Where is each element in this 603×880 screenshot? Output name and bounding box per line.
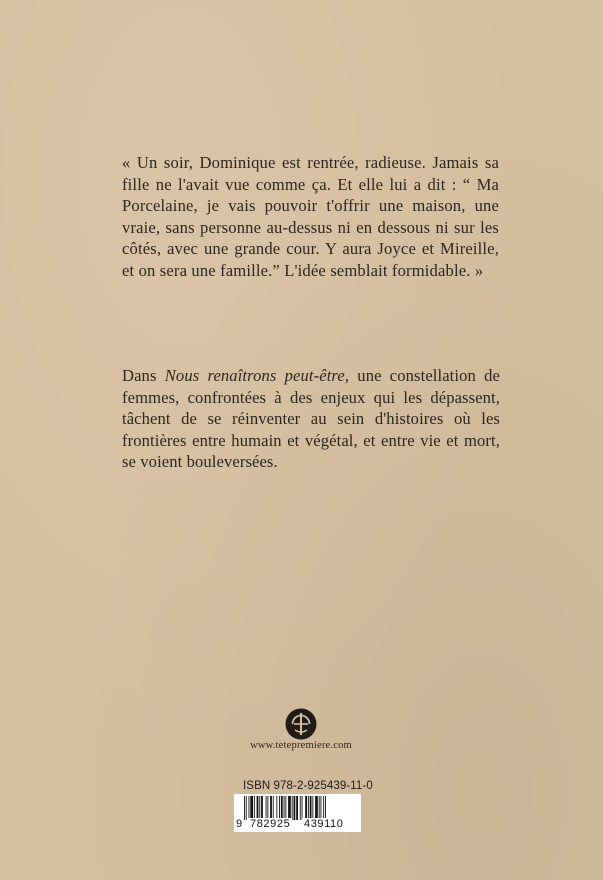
publisher-website: www.tetepremiere.com: [250, 740, 352, 751]
excerpt-quote-text: « Un soir, Dominique est rentrée, radieuse. Jamais sa fille ne l'avait vue comme ça. Et elle lui a dit : “ Ma Porcelaine, je vais pouvoir t'offrir une maison, une vraie, sans personne au-dessus ni en dessous ni sur les côtés, avec une grande cour. Y aura Joyce et Mireille, et on sera une famille.” L'idée semblait formidable. »: [122, 153, 499, 280]
barcode-left-digits: 782925: [250, 818, 291, 830]
excerpt-quote: [122, 152, 499, 282]
barcode-first-digit: 9: [236, 818, 243, 830]
isbn-label: ISBN 978-2-925439-11-0: [243, 780, 373, 792]
book-title-italic: Nous renaîtrons peut-être,: [164, 366, 350, 385]
blurb-prefix: Dans: [122, 366, 165, 385]
book-blurb: [122, 365, 500, 473]
publisher-logo-icon: [285, 708, 317, 740]
blurb-suffix: une constellation de femmes, confrontées à des enjeux qui les dépassent, tâchent de se réinventer au sein d'histoires où les frontières entre humain et végétal, et entre vie et mort, se voient bouleversées.: [122, 366, 500, 472]
isbn-barcode: [234, 794, 361, 832]
book-blurb-text: [122, 365, 500, 473]
barcode-right-digits: 439110: [304, 818, 344, 830]
barcode-digits: [234, 818, 361, 832]
